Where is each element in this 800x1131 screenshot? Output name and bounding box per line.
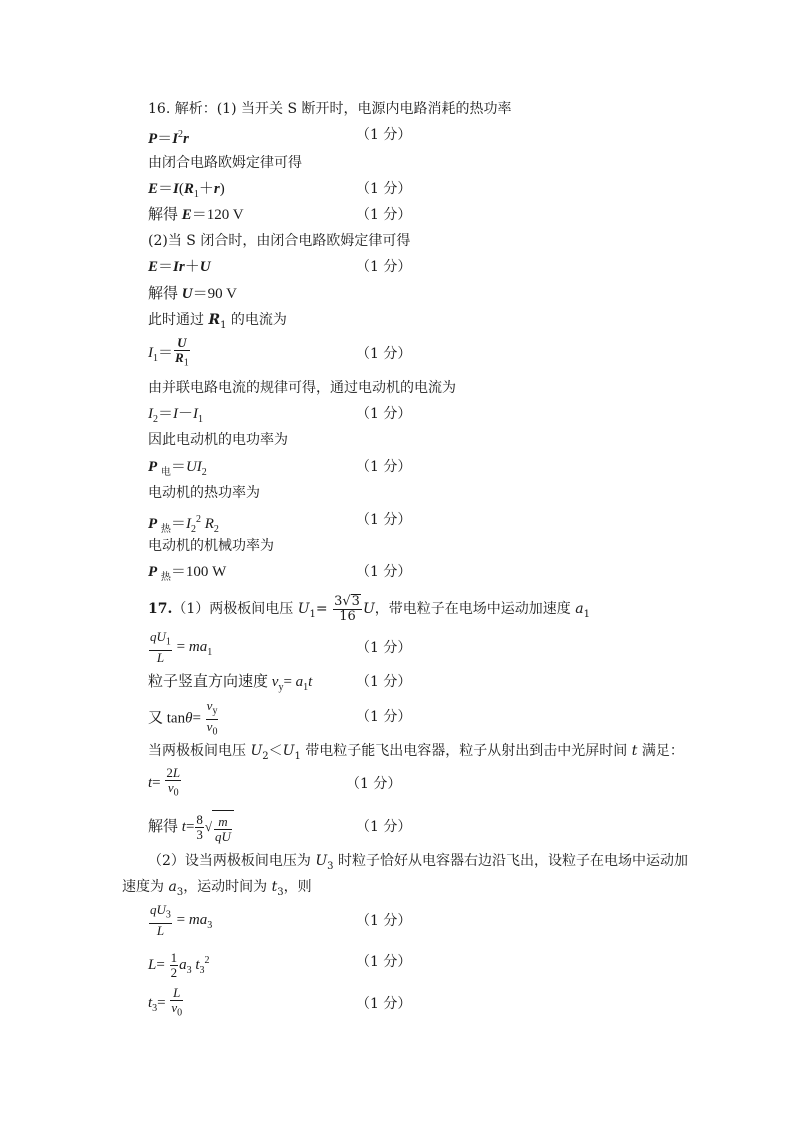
points: （1 分）	[356, 674, 412, 690]
q16-eq5: 解得 U＝90 V	[148, 286, 237, 302]
points: （1 分）	[356, 127, 412, 143]
q17-eq3: 又 tanθ= $\frac{v_y}{v_0}$	[148, 698, 218, 738]
points: （1 分）	[356, 996, 412, 1012]
q17-eq6: $\frac{qU_3}{L}$ = $ma_3$	[150, 902, 213, 938]
q17-eq4: t= $\frac{2L}{v_0}$	[148, 765, 181, 799]
q16-text: 此时通过 $R_1$ 的电流为	[148, 312, 287, 331]
q16-eq1: $P=I^2r$	[148, 129, 189, 147]
q17-eq1: $\frac{qU_1}{L}$ = $ma_1$	[150, 629, 213, 665]
points: （1 分）	[356, 459, 412, 475]
q16-text: 由闭合电路欧姆定律可得	[148, 155, 302, 171]
points: （1 分）	[356, 954, 412, 970]
q17-eq7: L= $\frac{1}{2}$ $a_3$ $t_3^2$	[148, 950, 210, 981]
q16-eq10: P $_热$＝100 W	[148, 564, 227, 583]
q17-heading: 17.（1）两极板间电压 $U_1=$ $\frac{3√3}{16}$ U，带电粒子在电场中运动加速度 $a_1$	[148, 594, 590, 624]
q16-heading: 16. 解析：(1) 当开关 S 断开时，电源内电路消耗的热功率	[148, 101, 512, 117]
q16-eq9: P $_热=I_2^2$ $R_2$	[148, 514, 219, 535]
points: （1 分）	[356, 819, 412, 835]
points: （1 分）	[356, 406, 412, 422]
points: （1 分）	[356, 640, 412, 656]
points: （1 分）	[356, 709, 412, 725]
q16-eq2: $E=I(R_1+r)$	[148, 181, 225, 200]
q16-eq7: $I_2=I-I_1$	[148, 406, 204, 425]
q16-text: 电动机的热功率为	[148, 485, 260, 501]
q17-eq2: 粒子竖直方向速度 $v_y= a_1t$	[148, 674, 313, 693]
points: （1 分）	[356, 207, 412, 223]
points: （1 分）	[356, 181, 412, 197]
q16-eq4: E＝Ir＋U	[148, 259, 211, 275]
q16-text: 电动机的机械功率为	[148, 538, 274, 554]
q16-text: (2)当 S 闭合时，由闭合电路欧姆定律可得	[148, 233, 411, 249]
points: （1 分）	[356, 259, 412, 275]
q17-eq8: $t_3=$ $\frac{L}{v_0}$	[148, 985, 183, 1019]
q17-text: （2）设当两极板间电压为 $U_3$ 时粒子恰好从电容器右边沿飞出，设粒子在电场中运动加	[148, 853, 688, 872]
q16-eq3: 解得 E＝120 V	[148, 207, 244, 223]
q16-eq8: P $_电=UI_2$	[148, 459, 207, 478]
q16-text: 由并联电路电流的规律可得，通过电动机的电流为	[148, 380, 456, 396]
q17-text: 当两极板间电压 $U_2<U_1$ 带电粒子能飞出电容器，粒子从射出到击中光屏时间 t 满足：	[148, 743, 684, 762]
points: （1 分）	[356, 346, 412, 362]
points: （1 分）	[346, 776, 402, 792]
points: （1 分）	[356, 913, 412, 929]
q16-eq6: $I_1=$ $\frac{U}{R_1}$	[148, 335, 189, 369]
q17-eq5: 解得 t= $\frac{8}{3}$ √ $\frac{m}{qU}$	[148, 809, 234, 845]
points: （1 分）	[356, 564, 412, 580]
q16-text: 因此电动机的电功率为	[148, 432, 288, 448]
q17-text: 速度为 $a_3$，运动时间为 $t_3$，则	[122, 879, 312, 898]
points: （1 分）	[356, 512, 412, 528]
